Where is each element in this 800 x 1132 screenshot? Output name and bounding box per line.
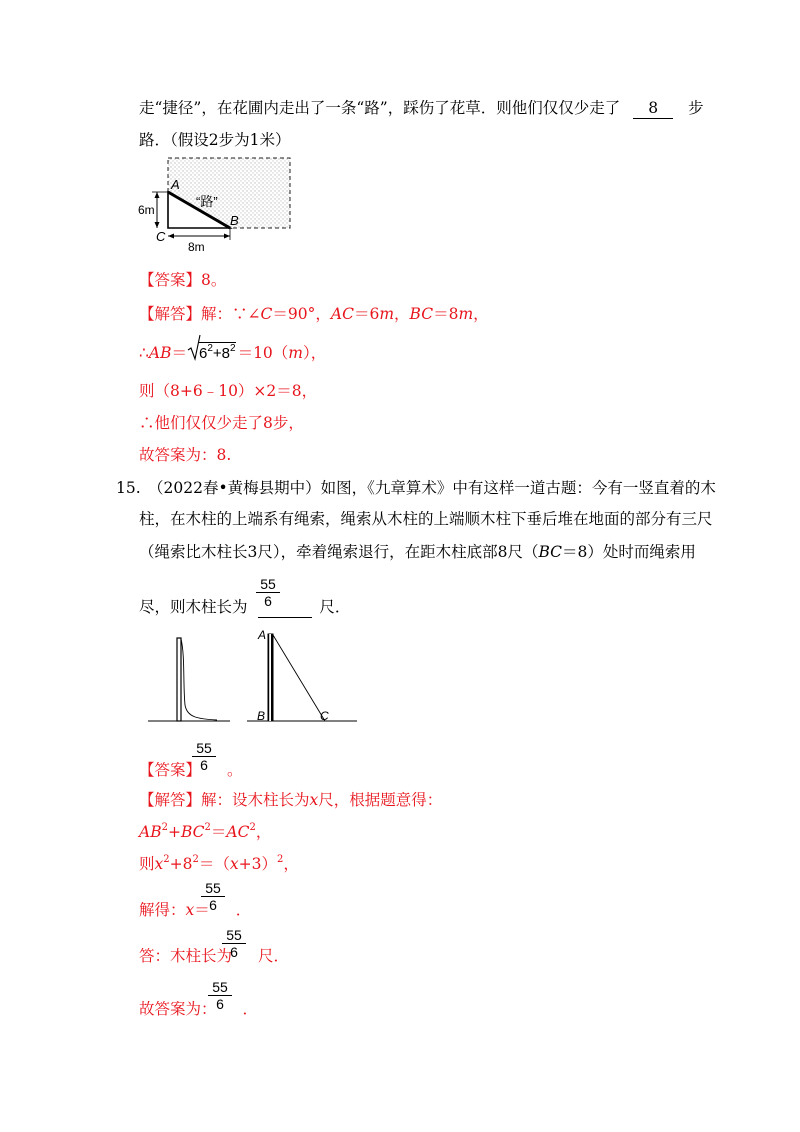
p14-answer — [139, 270, 226, 290]
p15-solution-line5 — [139, 946, 289, 966]
exponent: 2 — [249, 822, 256, 833]
p15-line3 — [139, 542, 696, 562]
sol-text: 。 — [227, 761, 243, 779]
unit-m: m — [379, 305, 395, 323]
unit-m: m — [458, 305, 474, 323]
p15-text: （绳索比木柱长3尺），牵着绳索退行，在距木柱底部8尺（ — [139, 543, 539, 561]
p15-answer — [139, 760, 243, 780]
sol4-fraction — [201, 880, 225, 913]
var-c: C — [260, 305, 273, 323]
sol-text: ＝ — [171, 344, 187, 362]
var-x: x — [229, 855, 239, 873]
sol-text: 答：木柱长为 — [139, 947, 233, 965]
fraction-numerator: 55 — [196, 740, 212, 756]
dim-6m-arrow-bottom — [155, 222, 160, 228]
pole-right-highlight — [269, 634, 271, 721]
sol-text: ． — [235, 901, 252, 919]
label-a: A — [171, 177, 180, 192]
p14-line1-end: 步 — [688, 99, 704, 117]
p14-solution-line5: 故答案为：8. — [139, 446, 232, 464]
var-ac: AC — [226, 823, 250, 841]
p15-solution-line2 — [139, 822, 271, 842]
var-x: x — [185, 901, 195, 919]
radical — [187, 342, 236, 364]
var-x: x — [154, 855, 164, 873]
rope-left — [181, 639, 217, 720]
label-6m: 6m — [138, 203, 155, 217]
garden-figure — [130, 150, 300, 255]
sol6-fraction — [208, 979, 232, 1012]
exponent: 2 — [192, 854, 199, 865]
answer-value: 8。 — [201, 271, 227, 289]
p15-solution-line4 — [139, 900, 251, 920]
p15-line1: （2022春•黄梅县期中）如图，《九章算术》中有这样一道古题：今有一竖直着的木 — [148, 479, 716, 497]
label-c: C — [156, 229, 166, 244]
p15-line4 — [139, 597, 350, 618]
p15-solution-line6 — [139, 999, 258, 1019]
sol-text: 故答案为： — [139, 1000, 217, 1018]
p15-solution-line3 — [139, 854, 299, 874]
answer-blank — [633, 98, 673, 119]
fraction-numerator: 55 — [205, 880, 221, 896]
unit-m: m — [288, 344, 303, 362]
p14-solution-line1 — [139, 304, 489, 324]
sol-text: +3） — [238, 855, 277, 873]
sol-text: ， — [283, 855, 299, 873]
sol-text: ）， — [303, 344, 327, 362]
sol-text: 尺． — [258, 947, 290, 965]
sol-text: ＝ — [210, 823, 227, 841]
fraction-denominator: 6 — [216, 996, 224, 1012]
sol-text: ＝（ — [198, 855, 230, 873]
fraction-denominator: 6 — [200, 757, 208, 773]
sol-text: ＝8 — [433, 305, 459, 323]
dim-8m-arrow-left — [168, 234, 174, 239]
answer-fraction — [192, 740, 216, 773]
label-a: A — [258, 628, 267, 642]
sol5-fraction — [222, 927, 246, 960]
blank-fraction — [256, 576, 280, 609]
p14-line1-text: 走“捷径”，在花圃内走出了一条“路”，踩伤了花草．则他们仅仅少走了 — [139, 99, 621, 117]
var-ac: AC — [330, 305, 354, 323]
label-c: C — [320, 709, 329, 723]
sol-text: 解得： — [139, 901, 186, 919]
sol-text: ， — [255, 823, 272, 841]
answer-blank-value: 8 — [648, 99, 659, 117]
var-x: x — [309, 791, 319, 809]
exponent: 2 — [230, 343, 236, 354]
fraction-denominator: 6 — [209, 897, 217, 913]
sol-text: 则 — [139, 855, 155, 873]
exponent: 2 — [277, 854, 284, 865]
label-8m: 8m — [188, 240, 205, 254]
sol-text: +8 — [169, 855, 193, 873]
p14-solution-line4: ∴他们仅仅少走了8步， — [139, 414, 304, 432]
answer-tag: 【答案】 — [139, 761, 202, 779]
dim-6m-arrow-top — [155, 192, 160, 198]
sol-text: ＝6 — [353, 305, 380, 323]
sol-text: 解：∵∠ — [201, 305, 261, 323]
fraction-numerator: 55 — [212, 979, 228, 995]
exponent: 2 — [161, 822, 168, 833]
var-bc: BC — [538, 543, 563, 561]
exponent: 2 — [163, 854, 170, 865]
fraction-denominator: 6 — [230, 944, 238, 960]
fraction-numerator: 55 — [260, 576, 276, 592]
answer-tag: 【答案】 — [139, 271, 202, 289]
p14-line1 — [139, 98, 704, 119]
sol-text: ． — [242, 1000, 259, 1018]
var-bc: BC — [409, 305, 434, 323]
p15-text: 尺． — [319, 598, 351, 616]
exponent: 2 — [204, 822, 211, 833]
sol-text: 尺，根据题意得： — [318, 791, 443, 809]
radical-sign-icon — [187, 334, 201, 362]
sol-text: ， — [473, 305, 489, 323]
p15-text: ＝8）处时而绳索用 — [562, 543, 696, 561]
p14-line2: 路．（假设2步为1米） — [139, 131, 291, 149]
fraction-numerator: 55 — [226, 927, 242, 943]
p15-text: 尽，则木柱长为 — [139, 598, 248, 616]
fraction-denominator: 6 — [264, 593, 272, 609]
sol-text: ＝90°， — [272, 305, 331, 323]
label-b: B — [230, 213, 239, 228]
label-road: “路” — [196, 194, 218, 209]
exponent: 2 — [207, 343, 213, 354]
p14-solution-line2 — [139, 342, 326, 364]
solution-tag: 【解答】 — [139, 791, 202, 809]
sol-text: 解：设木柱长为 — [201, 791, 310, 809]
radicand: +8 — [212, 345, 230, 362]
sol-text: ＝10（ — [237, 344, 289, 362]
dim-8m-arrow-right — [224, 234, 230, 239]
p15-line2: 柱，在木柱的上端系有绳索，绳索从木柱的上端顺木柱下垂后堆在地面的部分有三尺 — [139, 510, 713, 528]
solution-tag: 【解答】 — [139, 305, 202, 323]
var-ab: AB — [139, 823, 162, 841]
p15-solution-line1 — [139, 790, 442, 810]
pole-figure — [145, 625, 365, 725]
var-bc: BC — [180, 823, 205, 841]
p15-number: 15. — [116, 479, 141, 497]
p14-solution-line3: 则（8+6﹣10）×2＝8， — [139, 382, 318, 400]
var-ab: AB — [148, 344, 172, 362]
sol-text: ， — [394, 305, 410, 323]
radicand: 6 — [198, 345, 208, 362]
pole-left — [177, 638, 181, 721]
rope-right — [273, 635, 325, 721]
sol-text: ∴ — [139, 344, 149, 362]
sol-text: + — [167, 823, 181, 841]
label-b: B — [257, 709, 266, 723]
sol-text: ＝ — [194, 901, 210, 919]
